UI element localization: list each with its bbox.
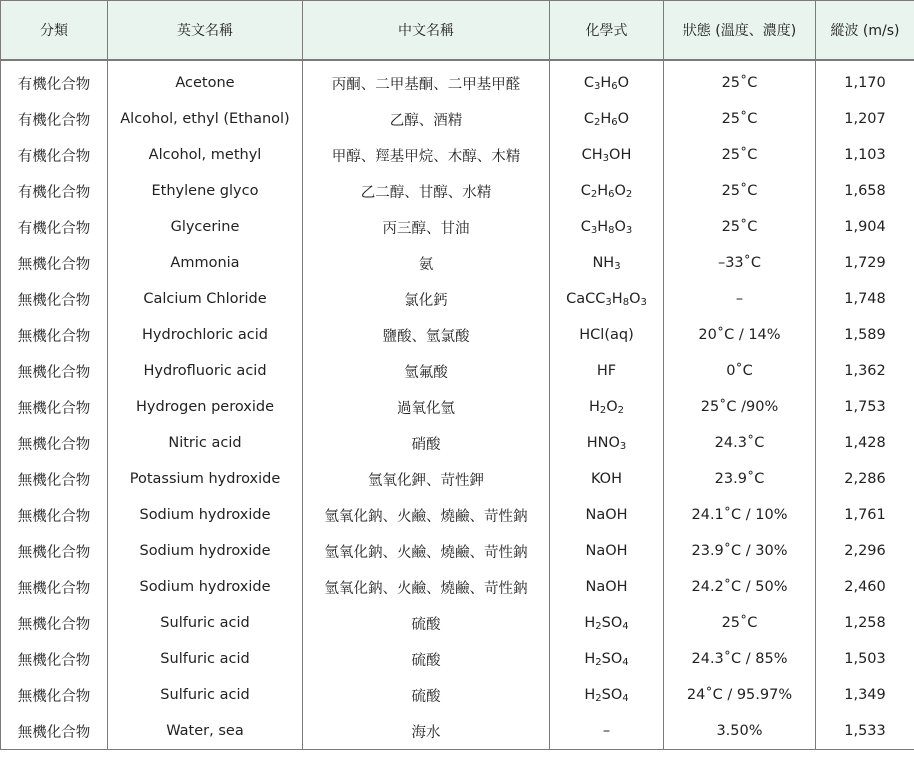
cell-formula: $H_2O_2$	[550, 389, 664, 425]
cell-chinese-name: 氯化鈣	[303, 281, 550, 317]
cell-formula: $C_3H_6O$	[550, 65, 664, 101]
cell-category: 無機化合物	[1, 605, 108, 641]
cell-formula: –	[550, 713, 664, 750]
header-velocity: 縱波 (m/s)	[816, 1, 914, 61]
cell-chinese-name: 氫氟酸	[303, 353, 550, 389]
cell-velocity: 2,460	[816, 569, 914, 605]
cell-chinese-name: 氨	[303, 245, 550, 281]
cell-formula: $CaCC_3H_8O_3$	[550, 281, 664, 317]
cell-english-name: Sulfuric acid	[108, 641, 303, 677]
cell-english-name: Sulfuric acid	[108, 677, 303, 713]
cell-formula: KOH	[550, 461, 664, 497]
cell-english-name: Calcium Chloride	[108, 281, 303, 317]
cell-chinese-name: 硝酸	[303, 425, 550, 461]
cell-state: 24.3˚C	[664, 425, 816, 461]
table-row	[1, 209, 914, 245]
cell-formula: $C_2H_6O_2$	[550, 173, 664, 209]
cell-velocity: 1,589	[816, 317, 914, 353]
cell-state: 20˚C / 14%	[664, 317, 816, 353]
cell-category: 無機化合物	[1, 245, 108, 281]
cell-chinese-name: 硫酸	[303, 605, 550, 641]
cell-velocity: 1,349	[816, 677, 914, 713]
cell-english-name: Hydrogen peroxide	[108, 389, 303, 425]
cell-formula: $H_2SO_4$	[550, 677, 664, 713]
cell-chinese-name: 氫氧化鈉、火鹼、燒鹼、苛性鈉	[303, 533, 550, 569]
cell-category: 無機化合物	[1, 569, 108, 605]
cell-state: 24˚C / 95.97%	[664, 677, 816, 713]
cell-velocity: 1,533	[816, 713, 914, 750]
header-category: 分類	[1, 1, 108, 61]
table-row	[1, 497, 914, 533]
table-body	[1, 60, 914, 750]
table-row	[1, 533, 914, 569]
table-header	[1, 1, 914, 61]
table-row	[1, 677, 914, 713]
cell-velocity: 2,286	[816, 461, 914, 497]
table-row	[1, 713, 914, 750]
table-row	[1, 101, 914, 137]
cell-formula: $H_2SO_4$	[550, 641, 664, 677]
cell-velocity: 1,103	[816, 137, 914, 173]
cell-english-name: Sulfuric acid	[108, 605, 303, 641]
cell-velocity: 1,258	[816, 605, 914, 641]
cell-state: 25˚C /90%	[664, 389, 816, 425]
cell-category: 有機化合物	[1, 101, 108, 137]
cell-state: 23.9˚C	[664, 461, 816, 497]
cell-category: 無機化合物	[1, 281, 108, 317]
cell-state: 3.50%	[664, 713, 816, 750]
cell-velocity: 1,904	[816, 209, 914, 245]
table-row	[1, 569, 914, 605]
table-row	[1, 281, 914, 317]
cell-english-name: Alcohol, ethyl (Ethanol)	[108, 101, 303, 137]
cell-state: 24.3˚C / 85%	[664, 641, 816, 677]
header-chinese-name: 中文名稱	[303, 1, 550, 61]
cell-english-name: Water, sea	[108, 713, 303, 750]
table-row	[1, 245, 914, 281]
cell-category: 無機化合物	[1, 461, 108, 497]
cell-state: 25˚C	[664, 209, 816, 245]
cell-velocity: 1,748	[816, 281, 914, 317]
cell-velocity: 1,503	[816, 641, 914, 677]
cell-category: 無機化合物	[1, 677, 108, 713]
cell-category: 有機化合物	[1, 137, 108, 173]
cell-chinese-name: 丙三醇、甘油	[303, 209, 550, 245]
table-row	[1, 605, 914, 641]
cell-formula: $CH_3OH$	[550, 137, 664, 173]
cell-formula: $C_2H_6O$	[550, 101, 664, 137]
cell-english-name: Ammonia	[108, 245, 303, 281]
cell-velocity: 1,207	[816, 101, 914, 137]
cell-chinese-name: 乙醇、酒精	[303, 101, 550, 137]
cell-category: 無機化合物	[1, 713, 108, 750]
cell-formula: $H_2SO_4$	[550, 605, 664, 641]
cell-category: 無機化合物	[1, 497, 108, 533]
header-english-name: 英文名稱	[108, 1, 303, 61]
cell-category: 無機化合物	[1, 353, 108, 389]
table-row	[1, 317, 914, 353]
cell-velocity: 1,170	[816, 65, 914, 101]
cell-category: 無機化合物	[1, 533, 108, 569]
cell-formula: $C_3H_8O_3$	[550, 209, 664, 245]
cell-chinese-name: 氫氧化鉀、苛性鉀	[303, 461, 550, 497]
cell-category: 無機化合物	[1, 425, 108, 461]
cell-category: 無機化合物	[1, 317, 108, 353]
cell-chinese-name: 海水	[303, 713, 550, 750]
cell-english-name: Sodium hydroxide	[108, 569, 303, 605]
table-row	[1, 425, 914, 461]
cell-chinese-name: 丙酮、二甲基酮、二甲基甲醛	[303, 65, 550, 101]
cell-chinese-name: 氫氧化鈉、火鹼、燒鹼、苛性鈉	[303, 569, 550, 605]
cell-chinese-name: 乙二醇、甘醇、水精	[303, 173, 550, 209]
cell-formula: $NH_3$	[550, 245, 664, 281]
cell-velocity: 1,428	[816, 425, 914, 461]
cell-velocity: 1,753	[816, 389, 914, 425]
cell-state: –33˚C	[664, 245, 816, 281]
cell-english-name: Nitric acid	[108, 425, 303, 461]
cell-formula: NaOH	[550, 497, 664, 533]
table-row	[1, 65, 914, 101]
cell-velocity: 1,658	[816, 173, 914, 209]
cell-velocity: 1,362	[816, 353, 914, 389]
cell-category: 有機化合物	[1, 209, 108, 245]
cell-category: 無機化合物	[1, 641, 108, 677]
table-row	[1, 641, 914, 677]
cell-state: 24.1˚C / 10%	[664, 497, 816, 533]
cell-english-name: Hydrochloric acid	[108, 317, 303, 353]
header-formula: 化學式	[550, 1, 664, 61]
cell-state: 25˚C	[664, 137, 816, 173]
cell-chinese-name: 硫酸	[303, 641, 550, 677]
cell-velocity: 2,296	[816, 533, 914, 569]
header-state: 狀態 (溫度、濃度)	[664, 1, 816, 61]
cell-english-name: Ethylene glyco	[108, 173, 303, 209]
cell-category: 有機化合物	[1, 173, 108, 209]
cell-formula: NaOH	[550, 569, 664, 605]
cell-chinese-name: 鹽酸、氫氯酸	[303, 317, 550, 353]
cell-english-name: Acetone	[108, 65, 303, 101]
cell-state: 25˚C	[664, 173, 816, 209]
cell-formula: NaOH	[550, 533, 664, 569]
cell-chinese-name: 硫酸	[303, 677, 550, 713]
cell-english-name: Alcohol, methyl	[108, 137, 303, 173]
cell-category: 有機化合物	[1, 65, 108, 101]
table-row	[1, 137, 914, 173]
cell-chinese-name: 氫氧化鈉、火鹼、燒鹼、苛性鈉	[303, 497, 550, 533]
cell-english-name: Hydrofluoric acid	[108, 353, 303, 389]
table-row	[1, 461, 914, 497]
table-row	[1, 353, 914, 389]
cell-english-name: Glycerine	[108, 209, 303, 245]
cell-velocity: 1,761	[816, 497, 914, 533]
cell-english-name: Sodium hydroxide	[108, 497, 303, 533]
cell-velocity: 1,729	[816, 245, 914, 281]
cell-formula: $HNO_3$	[550, 425, 664, 461]
cell-state: 25˚C	[664, 605, 816, 641]
cell-category: 無機化合物	[1, 389, 108, 425]
cell-state: 23.9˚C / 30%	[664, 533, 816, 569]
cell-state: 25˚C	[664, 65, 816, 101]
cell-chinese-name: 甲醇、羥基甲烷、木醇、木精	[303, 137, 550, 173]
table-row	[1, 389, 914, 425]
cell-chinese-name: 過氧化氫	[303, 389, 550, 425]
cell-english-name: Potassium hydroxide	[108, 461, 303, 497]
cell-english-name: Sodium hydroxide	[108, 533, 303, 569]
cell-formula: HCl(aq)	[550, 317, 664, 353]
cell-state: 25˚C	[664, 101, 816, 137]
cell-state: 0˚C	[664, 353, 816, 389]
cell-state: –	[664, 281, 816, 317]
cell-formula: HF	[550, 353, 664, 389]
cell-state: 24.2˚C / 50%	[664, 569, 816, 605]
table-row	[1, 173, 914, 209]
